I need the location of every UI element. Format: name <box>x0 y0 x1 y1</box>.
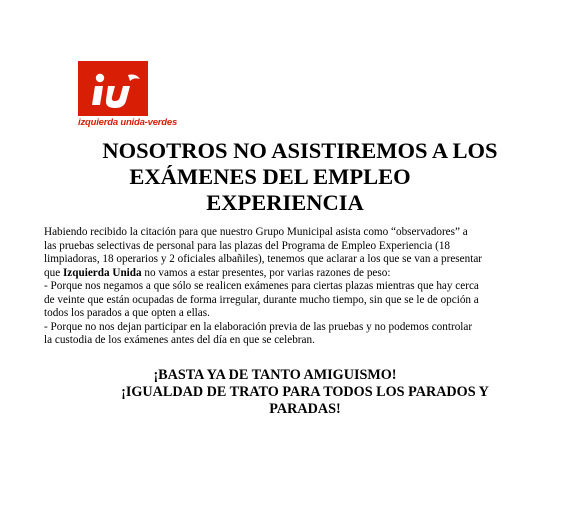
body-line: - Porque nos negamos a que sólo se realicen exámenes para ciertas plazas mientras que hay cerca <box>44 280 479 292</box>
body-line: - Porque no nos dejan participar en la elaboración previa de las pruebas y no podemos controlar <box>44 320 473 333</box>
slogan-line: ¡IGUALDAD DE TRATO PARA TODOS LOS PARADOS Y <box>121 384 489 400</box>
body-text-fragment: no vamos a estar presentes, por varias razones de peso: <box>141 266 391 279</box>
body-line: Habiendo recibido la citación para que nuestro Grupo Municipal asista como “observadores” a <box>44 226 468 238</box>
slogan <box>60 367 550 418</box>
title-line: EXÁMENES DEL EMPLEO <box>129 164 411 189</box>
party-name-bold: Izquierda Unida <box>62 266 142 279</box>
body-line: la custodia de los exámenes antes del día en que se celebran. <box>44 334 315 346</box>
logo-mark <box>78 61 148 116</box>
page-title <box>40 138 560 216</box>
body-line: todos los parados a que opten a ellas. <box>44 307 210 319</box>
body-line: limpiadoras, 18 operarios y 2 oficiales albañiles), tenemos que aclarar a los que se van a presentar <box>44 253 483 265</box>
iu-logo-icon <box>78 61 148 116</box>
slogan-line: PARADAS! <box>269 401 341 417</box>
title-line: NOSOTROS NO ASISTIREMOS A LOS <box>102 138 498 163</box>
slogan-line: ¡BASTA YA DE TANTO AMIGUISMO! <box>153 367 397 383</box>
body-text-fragment: que <box>44 266 63 279</box>
body-line: las pruebas selectivas de personal para las plazas del Programa de Empleo Experiencia (18 <box>44 239 451 252</box>
body-line: de veinte que están ocupadas de forma irregular, durante mucho tiempo, sin que se le de opción a <box>44 293 479 306</box>
title-line: EXPERIENCIA <box>206 190 364 215</box>
party-logo <box>78 61 178 131</box>
body-line <box>44 267 519 281</box>
body-text <box>44 226 519 348</box>
logo-text: izquierda unida-verdes <box>78 117 178 128</box>
